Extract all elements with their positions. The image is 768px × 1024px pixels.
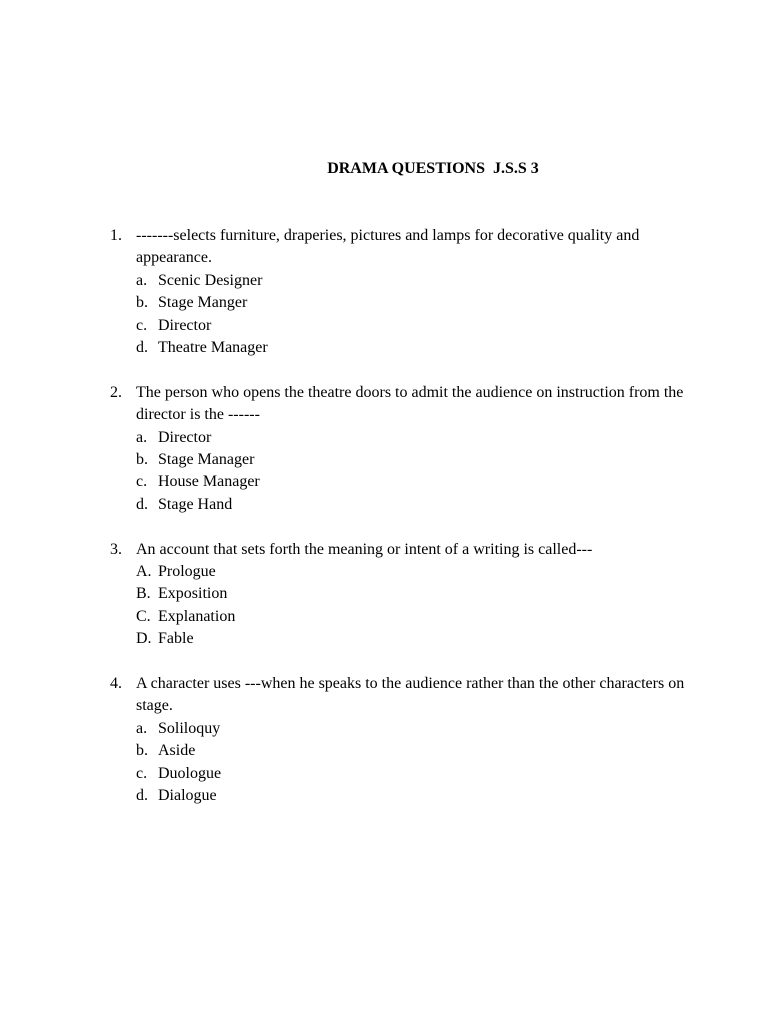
option-letter: b. xyxy=(136,294,148,312)
option-list xyxy=(110,270,710,360)
option-letter: B. xyxy=(136,585,151,603)
option-b xyxy=(136,583,710,605)
option-b xyxy=(136,449,710,471)
option-text: Explanation xyxy=(158,607,236,625)
option-text: Stage Hand xyxy=(158,495,233,513)
option-letter: D. xyxy=(136,630,152,648)
option-letter: b. xyxy=(136,451,148,469)
option-letter: a. xyxy=(136,271,148,289)
option-text: Director xyxy=(158,428,212,446)
option-b xyxy=(136,740,710,762)
option-letter: b. xyxy=(136,742,148,760)
option-b xyxy=(136,292,710,314)
option-letter: c. xyxy=(136,473,148,491)
question-4 xyxy=(110,673,710,807)
option-letter: A. xyxy=(136,563,152,581)
option-text: Exposition xyxy=(158,585,228,603)
option-text: Dialogue xyxy=(158,787,217,805)
option-text: Duologue xyxy=(158,764,222,782)
option-a xyxy=(136,561,710,583)
question-number: 2. xyxy=(110,383,122,401)
option-list xyxy=(110,718,710,808)
question-text: The person who opens the theatre doors to admit the audience on instruction from the director is the ------ xyxy=(136,383,684,424)
question-text: A character uses ---when he speaks to the audience rather than the other characters on stage. xyxy=(136,675,685,715)
option-d xyxy=(136,337,710,359)
question-2 xyxy=(110,382,710,516)
option-letter: C. xyxy=(136,607,151,625)
question-3 xyxy=(110,539,710,651)
question-list xyxy=(110,225,710,830)
option-d xyxy=(136,785,710,807)
option-list xyxy=(110,427,710,517)
option-c xyxy=(136,471,710,493)
document-title: DRAMA QUESTIONS J.S.S 3 xyxy=(327,160,539,177)
option-letter: a. xyxy=(136,719,148,737)
option-d xyxy=(136,628,710,650)
option-text: Scenic Designer xyxy=(158,271,263,289)
option-c xyxy=(136,315,710,337)
option-c xyxy=(136,763,710,785)
option-text: Director xyxy=(158,316,212,334)
option-letter: d. xyxy=(136,495,148,513)
option-text: Soliloquy xyxy=(158,719,221,737)
option-text: Prologue xyxy=(158,563,216,581)
option-letter: d. xyxy=(136,339,148,357)
option-text: Theatre Manager xyxy=(158,339,268,357)
option-letter: c. xyxy=(136,316,148,334)
option-text: Aside xyxy=(158,742,196,760)
question-number: 3. xyxy=(110,540,122,558)
option-text: Fable xyxy=(158,630,194,648)
option-letter: c. xyxy=(136,764,148,782)
option-a xyxy=(136,718,710,740)
option-text: Stage Manager xyxy=(158,451,255,469)
option-text: Stage Manger xyxy=(158,294,248,312)
option-letter: a. xyxy=(136,428,148,446)
question-text: -------selects furniture, draperies, pictures and lamps for decorative quality and appearance. xyxy=(136,227,640,267)
option-list xyxy=(110,561,710,651)
question-text: An account that sets forth the meaning or intent of a writing is called--- xyxy=(136,540,593,558)
question-number: 1. xyxy=(110,227,122,244)
option-text: House Manager xyxy=(158,473,260,491)
option-letter: d. xyxy=(136,787,148,805)
question-number: 4. xyxy=(110,675,122,693)
option-a xyxy=(136,427,710,449)
question-1 xyxy=(110,225,710,359)
option-d xyxy=(136,494,710,516)
option-c xyxy=(136,606,710,628)
option-a xyxy=(136,270,710,292)
